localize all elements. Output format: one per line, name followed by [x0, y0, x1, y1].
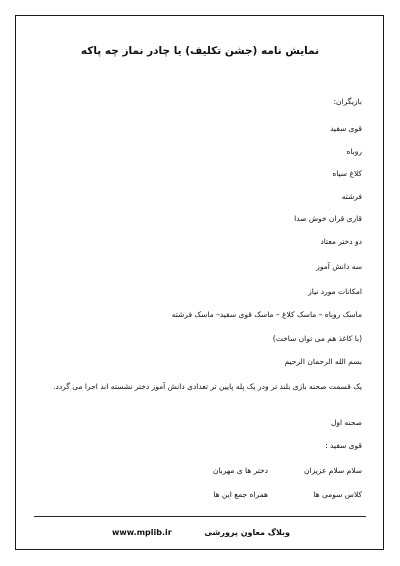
footer-divider [34, 516, 366, 517]
cast-heading: بازیگران: [333, 97, 362, 106]
footer-blog-name: وبلاگ معاون پرورشی [204, 528, 290, 537]
cast-item: سه دانش آموز [316, 262, 362, 271]
cast-item: کلاغ سیاه [332, 169, 362, 178]
cast-item: دو دختر معتاد [320, 237, 362, 246]
dialogue-line-right: سلام سلام عزیزان [303, 466, 362, 475]
props-note: (با کاغذ هم می توان ساخت) [272, 334, 362, 343]
stage-direction: یک قسمت صحنه بازی بلند تر ودر یک پله پایین تر تعدادی دانش آموز دختر نشسته اند اجرا می گردد. [53, 382, 362, 391]
scene-heading: صحنه اول [330, 418, 362, 427]
dialogue-line-right: کلاس سومی ها [313, 490, 362, 499]
props-masks: ماسک روباه – ماسک کلاغ – ماسک قوی سفید– ماسک فرشته [171, 310, 362, 319]
page-title: نمایش نامه (جشن تکلیف) یا چادر نماز چه پاکه [80, 45, 320, 57]
props-heading: امکانات مورد نیاز [308, 287, 362, 296]
cast-item: قاری قران خوش صدا [294, 214, 362, 223]
bismillah: بسم الله الرحمان الرحیم [284, 357, 362, 366]
dialogue-line-left: دختر ها ی مهربان [212, 466, 268, 475]
cast-item: قوی سفید [330, 124, 362, 133]
dialogue-line-left: همراه جمع این ها [213, 490, 268, 499]
cast-item: روباه [346, 147, 362, 156]
cast-item: فرشته [341, 192, 362, 201]
footer-website-link[interactable]: www.mplib.ir [112, 528, 172, 537]
speaker-label: قوی سفید : [325, 441, 362, 450]
